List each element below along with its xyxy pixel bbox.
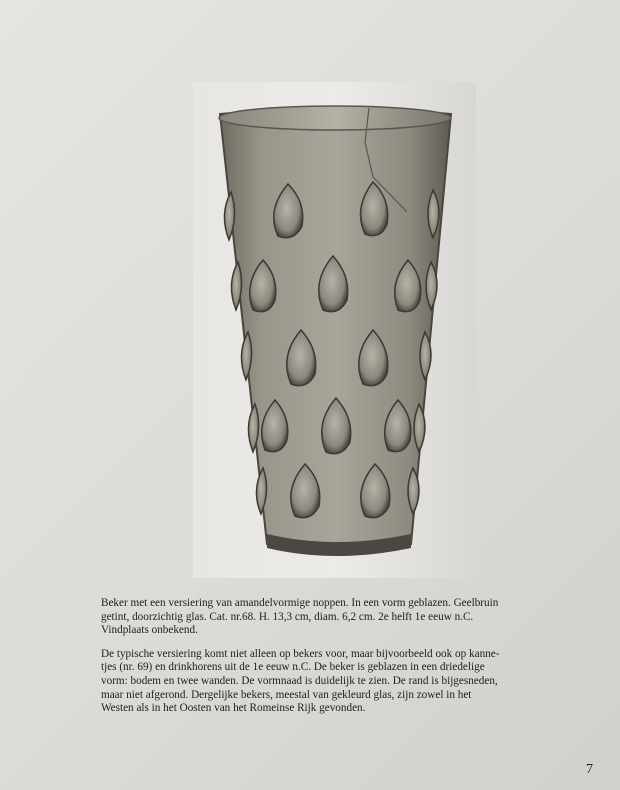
glass-beaker-photo xyxy=(193,82,476,578)
caption-line: Westen als in het Oosten van het Romeinse Rijk gevonden. xyxy=(101,702,366,715)
caption-line: Beker met een versiering van amandelvormige noppen. In een vorm geblazen. Geelbruin xyxy=(101,597,499,609)
beaker-illustration xyxy=(193,82,476,578)
caption-line: Vindplaats onbekend. xyxy=(101,624,198,637)
caption-commentary xyxy=(101,648,599,716)
caption-line: vorm: bodem en twee wanden. De vormnaad is duidelijk te zien. De rand is bijgesneden, xyxy=(101,674,498,687)
page-number: 7 xyxy=(586,762,593,777)
caption-line: getint, doorzichtig glas. Cat. nr.68. H. 13,3 cm, diam. 6,2 cm. 2e helft 1e eeuw n.C. xyxy=(101,610,474,623)
caption-line: De typische versiering komt niet alleen op bekers voor, maar bijvoorbeeld ook op kanne- xyxy=(101,647,500,660)
caption-line: tjes (nr. 69) en drinkhorens uit de 1e eeuw n.C. De beker is geblazen in een driedelige xyxy=(101,661,485,674)
photo-caption xyxy=(101,597,599,726)
caption-line: maar niet afgerond. Dergelijke bekers, meestal van gekleurd glas, zijn zowel in het xyxy=(101,688,472,701)
caption-description xyxy=(101,597,599,638)
